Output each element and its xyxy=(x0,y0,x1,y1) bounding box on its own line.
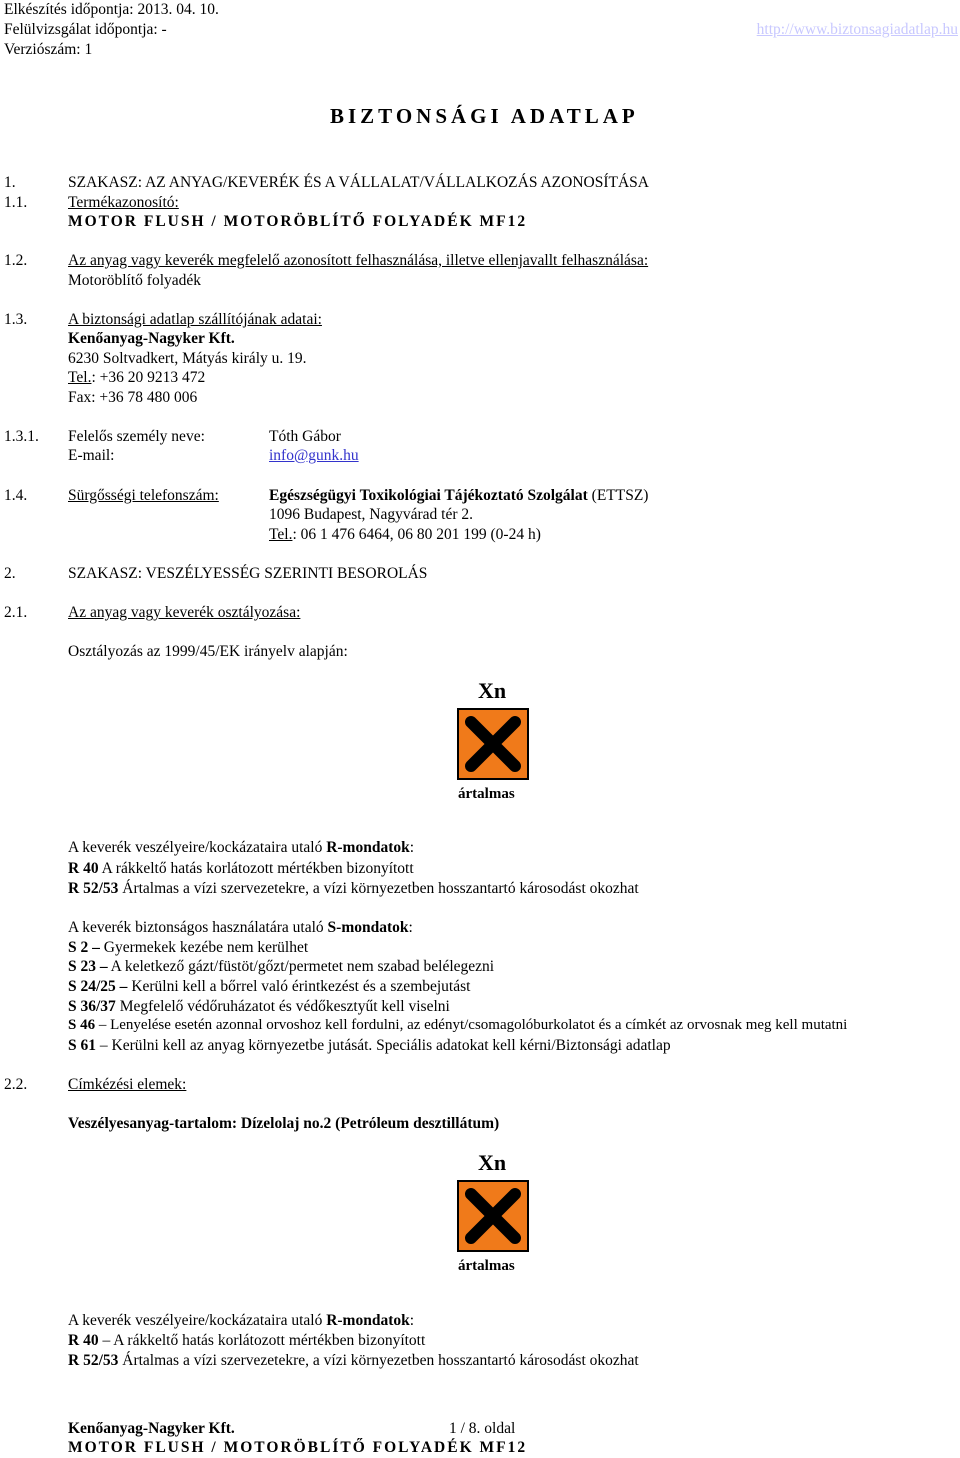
xn-code: Xn xyxy=(478,678,507,703)
section-1-4-number: 1.4. xyxy=(4,487,28,504)
r-phrases-intro: A keverék veszélyeire/kockázataira utaló R-mondatok: xyxy=(68,839,415,856)
section-2-2-number: 2.2. xyxy=(4,1076,28,1093)
page-title: BIZTONSÁGI ADATLAP xyxy=(330,104,639,128)
section-2-number: 2. xyxy=(4,565,16,582)
supplier-label: A biztonsági adatlap szállítójának adatai: xyxy=(68,311,322,328)
created-date: Elkészítés időpontja: 2013. 04. 10. xyxy=(4,1,219,18)
classification-label: Az anyag vagy keverék osztályozása: xyxy=(68,604,301,621)
labelling-elements-label: Címkézési elemek: xyxy=(68,1076,187,1093)
harmful-label: ártalmas xyxy=(458,1258,515,1274)
section-1-2-number: 1.2. xyxy=(4,252,28,269)
revision-date: Felülvizsgálat időpontja: - xyxy=(4,21,167,38)
harmful-label: ártalmas xyxy=(458,786,515,802)
r-phrase-40: R 40 A rákkeltő hatás korlátozott mértékben bizonyított xyxy=(68,860,414,877)
x-cross-icon xyxy=(457,708,529,780)
section-1-number: 1. xyxy=(4,174,16,191)
supplier-address: 6230 Soltvadkert, Mátyás király u. 19. xyxy=(68,350,307,367)
emergency-phone-label: Sürgősségi telefonszám: xyxy=(68,487,219,504)
section-1-3-1-number: 1.3.1. xyxy=(4,428,39,445)
emergency-address: 1096 Budapest, Nagyvárad tér 2. xyxy=(269,506,474,523)
supplier-company: Kenőanyag-Nagyker Kft. xyxy=(68,330,235,347)
s-phrase-2: S 2 – Gyermekek kezébe nem kerülhet xyxy=(68,939,309,956)
s-phrase-61: S 61 – Kerülni kell az anyag környezetbe jutását. Speciális adatokat kell kérni/Biztonsági adatlap xyxy=(68,1037,671,1054)
s-phrase-46: S 46 – Lenyelése esetén azonnal orvoshoz kell fordulni, az edényt/csomagolóburkolatot és a címkét az orvosnak meg kell mutatni xyxy=(68,1017,848,1033)
xn-code: Xn xyxy=(478,1150,507,1175)
responsible-person-label: Felelős személy neve: xyxy=(68,428,205,445)
email-link[interactable]: info@gunk.hu xyxy=(269,447,359,464)
email-label: E-mail: xyxy=(68,447,115,464)
responsible-person-name: Tóth Gábor xyxy=(269,428,341,445)
hazardous-content: Veszélyesanyag-tartalom: Dízelolaj no.2 (Petróleum desztillátum) xyxy=(68,1115,500,1132)
harmful-hazard-symbol xyxy=(440,676,546,806)
s-phrases-intro: A keverék biztonságos használatára utaló S-mondatok: xyxy=(68,919,413,936)
section-1-3-number: 1.3. xyxy=(4,311,28,328)
harmful-hazard-symbol-2 xyxy=(440,1148,546,1278)
r-phrases-intro-2: A keverék veszélyeire/kockázataira utaló R-mondatok: xyxy=(68,1312,415,1329)
footer-product: MOTOR FLUSH / MOTORÖBLÍTŐ FOLYADÉK MF12 xyxy=(68,1439,528,1456)
x-cross-icon xyxy=(457,1180,529,1252)
section-2-heading: SZAKASZ: VESZÉLYESSÉG SZERINTI BESOROLÁS xyxy=(68,565,428,582)
version-number: Verziószám: 1 xyxy=(4,41,93,58)
r-phrase-52-53-2: R 52/53 Ártalmas a vízi szervezetekre, a vízi környezetben hosszantartó károsodást okozhat xyxy=(68,1352,639,1369)
emergency-organization: Egészségügyi Toxikológiai Tájékoztató Szolgálat (ETTSZ) xyxy=(269,487,649,504)
section-1-1-number: 1.1. xyxy=(4,194,28,211)
website-link[interactable]: http://www.biztonsagiadatlap.hu xyxy=(756,21,958,38)
emergency-phone: Tel.: 06 1 476 6464, 06 80 201 199 (0-24 h) xyxy=(269,526,541,543)
classification-basis: Osztályozás az 1999/45/EK irányelv alapján: xyxy=(68,643,348,660)
footer-company: Kenőanyag-Nagyker Kft. xyxy=(68,1420,235,1437)
intended-use-value: Motoröblítő folyadék xyxy=(68,272,202,289)
supplier-phone: Tel.: +36 20 9213 472 xyxy=(68,369,206,386)
supplier-fax: Fax: +36 78 480 006 xyxy=(68,389,198,406)
section-2-1-number: 2.1. xyxy=(4,604,28,621)
r-phrase-40-2: R 40 – A rákkeltő hatás korlátozott mértékben bizonyított xyxy=(68,1332,426,1349)
r-phrase-52-53: R 52/53 Ártalmas a vízi szervezetekre, a vízi környezetben hosszantartó károsodást okozhat xyxy=(68,880,639,897)
section-1-heading: SZAKASZ: AZ ANYAG/KEVERÉK ÉS A VÁLLALAT/VÁLLALKOZÁS AZONOSÍTÁSA xyxy=(68,174,649,191)
intended-use-label: Az anyag vagy keverék megfelelő azonosított felhasználása, illetve ellenjavallt felhasználása: xyxy=(68,252,649,269)
tel-label: Tel. xyxy=(68,369,92,386)
s-phrase-36-37: S 36/37 Megfelelő védőruházatot és védőkesztyűt kell viselni xyxy=(68,998,450,1015)
product-name: MOTOR FLUSH / MOTORÖBLÍTŐ FOLYADÉK MF12 xyxy=(68,213,528,230)
s-phrase-24-25: S 24/25 – Kerülni kell a bőrrel való érintkezést és a szembejutást xyxy=(68,978,471,995)
footer-page-number: 1 / 8. oldal xyxy=(449,1420,516,1437)
product-identifier-label: Termékazonosító: xyxy=(68,194,179,211)
s-phrase-23: S 23 – A keletkező gázt/füstöt/gőzt/permetet nem szabad belélegezni xyxy=(68,958,495,975)
